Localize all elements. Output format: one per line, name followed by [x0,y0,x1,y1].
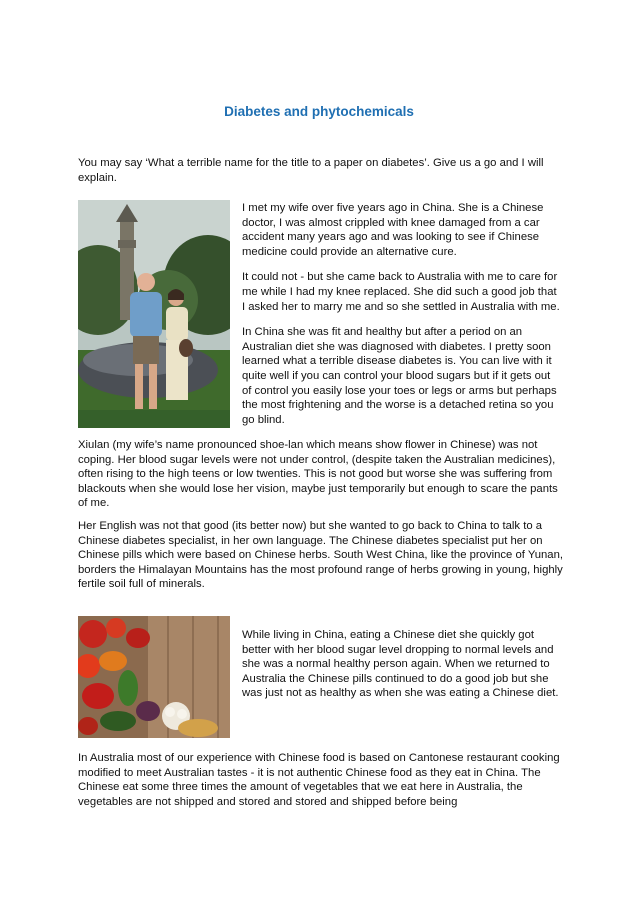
intro-paragraph: You may say ‘What a terrible name for the title to a paper on diabetes’. Give us a go and I will explain. [78,157,544,184]
side-paragraph-3: In China she was fit and healthy but after a period on an Australian diet she was diagnosed with diabetes. I pretty soon learned what a terrible disease diabetes is. You can live with it quite well if you can control your blood sugars but if it gets out of control you easily lose your toes or legs or arms but perhaps the most frightening and the worse is a detached retina so you go blind. [242,326,557,426]
side-paragraph-1: I met my wife over five years ago in China. She is a Chinese doctor, I was almost crippled with knee damaged from a car accident many years ago and was looking to see if Chinese medicine could provide an alternative cure. [242,202,544,258]
australia-paragraph: In Australia most of our experience with Chinese food is based on Cantonese restaurant cooking modified to meet Australian tastes - it is not authentic Chinese food as they eat in China. The Chinese eat some three times the amount of vegetables that we eat here in Australia, the vegetables are not shipped and stored and stored and shipped before being [78,752,560,808]
side-paragraph-2: It could not - but she came back to Australia with me to care for me while I had my knee replaced. She did such a good job that I asked her to marry me and so she settled in Australia with me. [242,271,560,313]
vegetables-photo [78,616,230,738]
document-title: Diabetes and phytochemicals [224,104,414,119]
couple-photo [78,200,230,428]
side-text-2: While living in China, eating a Chinese diet she quickly got better with her blood sugar level dropping to normal levels and she was a normal healthy person again. When we returned to Australia the Chinese pills continued to do a good job but she was just not as healthy as when she was eating a Chinese diet. [242,629,559,700]
side-text-1 [242,201,562,427]
english-paragraph: Her English was not that good (its better now) but she wanted to go back to China to talk to a Chinese diabetes specialist, in her own language. The Chinese diabetes specialist put her on Chinese pills which were based on Chinese herbs. South West China, like the province of Yunan, borders the Himalayan Mountains has the most profound range of herbs growing in young, highly fertile soil full of minerals. [78,520,564,591]
xiulan-paragraph: Xiulan (my wife’s name pronounced shoe-lan which means show flower in Chinese) was not coping. Her blood sugar levels were not under control, (despite taken the Australian medicines), often rising to the high teens or low twenties. This is not good but worse she was suffering from blackouts when she would lose her vision, maybe just temporarily but enough to scare the pants of me. [78,439,558,510]
